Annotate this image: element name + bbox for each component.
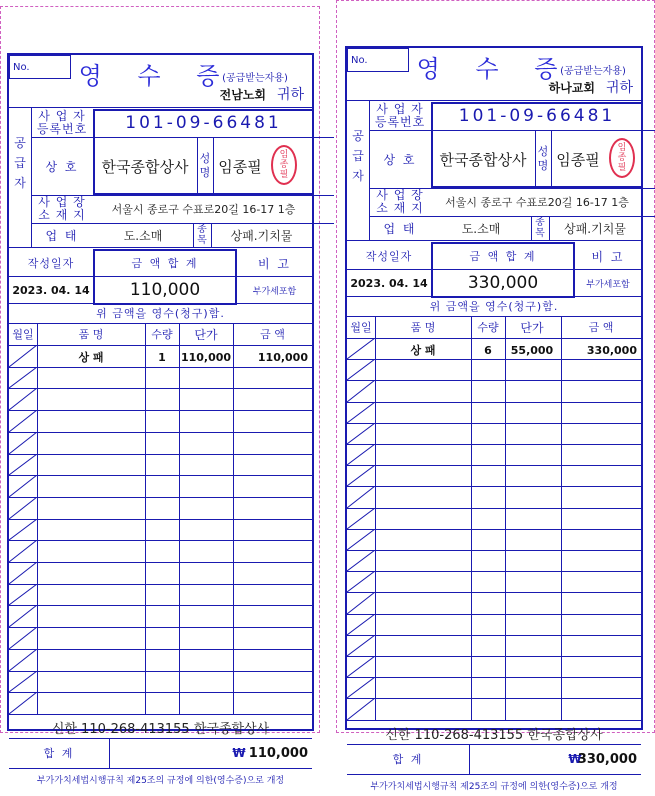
- name-label: 상 호: [45, 159, 79, 174]
- amount-label: 금 액 합 계: [131, 257, 199, 270]
- table-row-line: [347, 550, 641, 551]
- date-cell-diagonal: [347, 635, 375, 656]
- table-row-line: [347, 380, 641, 381]
- regulation-footer: 부가가치세법시행규칙 제25조의 규정에 의한(영수증)으로 개정: [36, 775, 285, 786]
- biz-item-label: 종 목: [535, 217, 545, 239]
- date-cell-diagonal: [9, 649, 37, 671]
- date-cell-diagonal: [347, 656, 375, 677]
- supplier-label: 공 급 자: [352, 129, 364, 183]
- grand-total-amount: 330,000: [577, 751, 637, 767]
- date-label: 작성일자: [365, 250, 413, 263]
- table-row-line: [9, 671, 312, 672]
- representative-name: 임종필: [218, 157, 262, 176]
- date-label: 작성일자: [27, 257, 75, 270]
- table-column-line: [471, 316, 472, 720]
- date-cell-diagonal: [347, 465, 375, 486]
- issue-date: 2023. 04. 14: [12, 283, 90, 297]
- date-cell-diagonal: [9, 454, 37, 475]
- grand-total-amount: 110,000: [248, 745, 308, 761]
- business-address: 서울시 종로구 수표로20길 16-17 1층: [111, 203, 296, 216]
- date-cell-diagonal: [9, 605, 37, 627]
- table-row-line: [347, 402, 641, 403]
- business-type: 도.소매: [461, 221, 501, 236]
- table-row-line: [9, 475, 312, 476]
- table-row-line: [347, 592, 641, 593]
- row-quantity: 6: [484, 343, 492, 357]
- table-row-line: [9, 388, 312, 389]
- table-row-line: [9, 692, 312, 693]
- receipt-left: [7, 53, 314, 786]
- table-row-line: [9, 497, 312, 498]
- date-cell-diagonal: [347, 550, 375, 571]
- col-amount-header: 금 액: [260, 328, 285, 341]
- reg-label: 사 업 자 등록번호: [36, 109, 88, 136]
- receipt-title: 영 수 증: [78, 61, 234, 90]
- receipt-subtitle: (공급받는자용): [560, 65, 626, 77]
- row-quantity: 1: [158, 350, 166, 364]
- row-amount: 330,000: [586, 343, 637, 357]
- table-row-line: [9, 649, 312, 650]
- currency-symbol: ₩: [232, 746, 246, 760]
- table-row-line: [347, 444, 641, 445]
- date-cell-diagonal: [347, 359, 375, 380]
- note-label: 비 고: [258, 256, 291, 271]
- table-row-line: [347, 571, 641, 572]
- table-row-line: [347, 614, 641, 615]
- table-row-line: [347, 359, 641, 360]
- date-cell-diagonal: [347, 423, 375, 444]
- rep-label: 성 명: [199, 152, 211, 179]
- vat-included-note: 부가세포함: [252, 286, 297, 297]
- total-amount: 330,000: [467, 273, 539, 293]
- business-item: 상패.기치물: [564, 221, 626, 236]
- honorific: 귀하: [276, 87, 304, 103]
- table-row-line: [9, 367, 312, 368]
- name-label: 상 호: [383, 152, 417, 167]
- date-cell-diagonal: [9, 671, 37, 692]
- date-cell-diagonal: [347, 486, 375, 508]
- vat-included-note: 부가세포함: [586, 279, 630, 290]
- address-label: 사 업 장 소 재 지: [38, 195, 86, 222]
- date-cell-diagonal: [347, 402, 375, 423]
- address-label: 사 업 장 소 재 지: [376, 188, 424, 215]
- grand-total-label: 합 계: [43, 747, 75, 760]
- col-price-header: 단가: [520, 320, 544, 335]
- date-cell-diagonal: [9, 475, 37, 497]
- registration-number: 101-09-66481: [125, 113, 282, 133]
- col-date-header: 월일: [350, 321, 372, 334]
- biz-type-label: 업 태: [45, 228, 79, 243]
- col-item-header: 품 명: [78, 328, 104, 341]
- company-name: 한국종합상사: [101, 157, 189, 176]
- date-cell-diagonal: [347, 380, 375, 402]
- biz-type-label: 업 태: [383, 221, 417, 236]
- date-cell-diagonal: [9, 627, 37, 649]
- bank-account: 신한 110-268-413155 한국종합상사: [385, 727, 603, 743]
- representative-name: 임종필: [556, 150, 600, 169]
- table-row-line: [347, 720, 641, 721]
- honorific: 귀하: [605, 80, 633, 96]
- date-cell-diagonal: [9, 519, 37, 540]
- date-cell-diagonal: [9, 345, 37, 367]
- table-row-line: [9, 519, 312, 520]
- col-item-header: 품 명: [410, 321, 436, 334]
- date-cell-diagonal: [9, 562, 37, 584]
- note-label: 비 고: [591, 249, 625, 264]
- table-row-line: [347, 508, 641, 509]
- table-row-line: [347, 635, 641, 636]
- rep-label: 성 명: [537, 145, 549, 172]
- date-cell-diagonal: [9, 540, 37, 562]
- col-date-header: 월일: [12, 328, 34, 341]
- row-item-name: 상 패: [78, 351, 104, 364]
- row-unit-price: 55,000: [510, 343, 554, 357]
- date-cell-diagonal: [347, 529, 375, 550]
- row-item-name: 상 패: [410, 344, 436, 357]
- date-cell-diagonal: [347, 592, 375, 614]
- total-amount: 110,000: [129, 280, 201, 300]
- table-row-line: [347, 465, 641, 466]
- company-seal: 임 종 필: [271, 145, 297, 185]
- regulation-footer: 부가가치세법시행규칙 제25조의 규정에 의한(영수증)으로 개정: [370, 781, 618, 792]
- recipient-name: 하나교회: [548, 80, 595, 95]
- date-cell-diagonal: [9, 388, 37, 410]
- table-row-line: [9, 605, 312, 606]
- receipt-right: [345, 46, 643, 792]
- table-row-line: [9, 410, 312, 411]
- date-cell-diagonal: [9, 432, 37, 454]
- reg-label: 사 업 자 등록번호: [374, 102, 426, 129]
- grand-total-label: 합 계: [392, 753, 424, 766]
- col-price-header: 단가: [194, 327, 218, 342]
- date-cell-diagonal: [9, 584, 37, 605]
- issue-date: 2023. 04. 14: [350, 276, 428, 290]
- table-row-line: [347, 677, 641, 678]
- date-cell-diagonal: [347, 338, 375, 359]
- table-row-line: [9, 454, 312, 455]
- statement-text: 위 금액을 영수(청구)함.: [429, 300, 559, 313]
- col-qty-header: 수량: [151, 328, 173, 341]
- date-cell-diagonal: [347, 444, 375, 465]
- table-row-line: [9, 562, 312, 563]
- table-row-line: [347, 656, 641, 657]
- no-label: No.: [351, 54, 368, 66]
- amount-label: 금 액 합 계: [469, 250, 537, 263]
- date-cell-diagonal: [9, 367, 37, 388]
- registration-number: 101-09-66481: [458, 106, 616, 126]
- table-row-line: [347, 529, 641, 530]
- table-row-line: [9, 432, 312, 433]
- currency-symbol: ₩: [568, 752, 582, 766]
- company-seal: 임 종 필: [609, 138, 635, 178]
- table-row-line: [347, 486, 641, 487]
- business-type: 도.소매: [123, 228, 163, 243]
- biz-item-label: 종 목: [197, 224, 207, 246]
- receipt-subtitle: (공급받는자용): [222, 72, 288, 84]
- business-address: 서울시 종로구 수표로20길 16-17 1층: [445, 196, 629, 209]
- table-row-line: [9, 540, 312, 541]
- date-cell-diagonal: [347, 614, 375, 635]
- business-item: 상패.기치물: [230, 228, 293, 243]
- col-amount-header: 금 액: [588, 321, 614, 334]
- table-row-line: [347, 423, 641, 424]
- date-cell-diagonal: [347, 677, 375, 698]
- row-amount: 110,000: [257, 350, 308, 364]
- table-row-line: [9, 584, 312, 585]
- no-label: No.: [13, 61, 30, 73]
- row-unit-price: 110,000: [180, 350, 232, 364]
- receipt-title: 영 수 증: [416, 54, 572, 83]
- statement-text: 위 금액을 영수(청구)함.: [96, 307, 225, 320]
- table-row-line: [9, 714, 312, 715]
- table-column-line: [505, 316, 506, 720]
- table-row-line: [9, 627, 312, 628]
- recipient-name: 전남노회: [219, 87, 266, 102]
- supplier-label: 공 급 자: [14, 136, 26, 190]
- table-column-line: [561, 316, 562, 720]
- table-column-line: [375, 316, 376, 720]
- table-row-line: [347, 698, 641, 699]
- date-cell-diagonal: [347, 571, 375, 592]
- date-cell-diagonal: [347, 508, 375, 529]
- date-cell-diagonal: [9, 410, 37, 432]
- date-cell-diagonal: [9, 692, 37, 714]
- bank-account: 신한 110-268-413155 한국종합상사: [51, 721, 270, 737]
- date-cell-diagonal: [347, 698, 375, 720]
- date-cell-diagonal: [9, 497, 37, 519]
- company-name: 한국종합상사: [439, 150, 527, 169]
- col-qty-header: 수량: [477, 321, 499, 334]
